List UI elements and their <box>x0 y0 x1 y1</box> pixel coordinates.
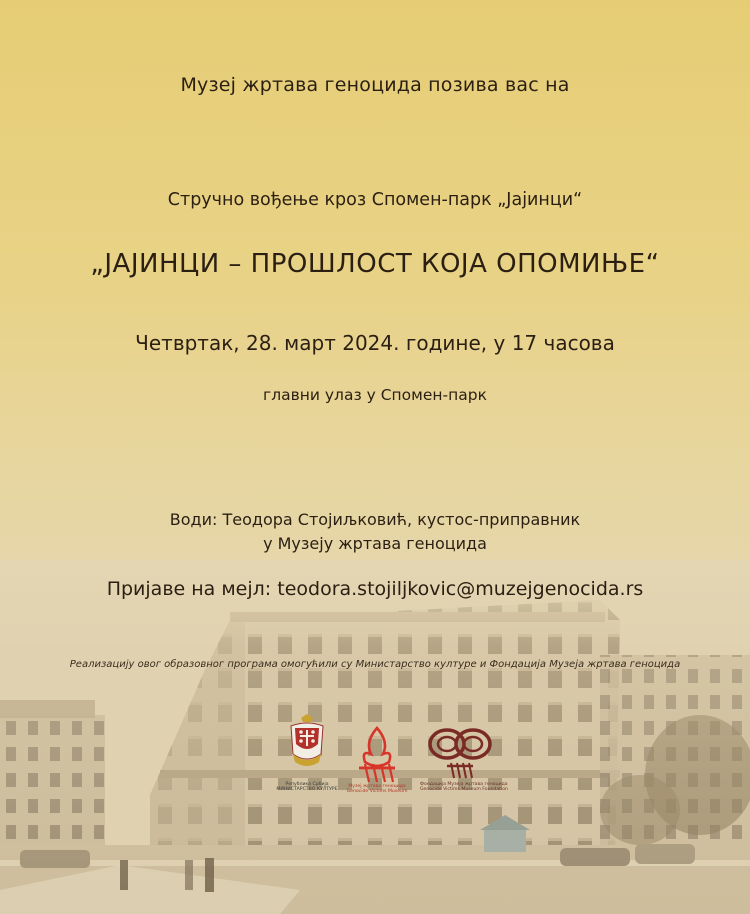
guide-line-1: Води: Теодора Стојиљковић, кустос-приправник <box>169 510 581 529</box>
genocide-victims-museum-logo <box>346 726 408 795</box>
intro-text: Музеј жртава геноцида позива вас на <box>180 74 570 96</box>
guide-line-2: у Музеју жртава геноцида <box>263 534 487 553</box>
foundation-knot-icon <box>425 726 495 782</box>
museum-caption-2: Genocide Victims Museum <box>346 789 408 795</box>
event-subtitle: Стручно вођење кроз Спомен-парк „Јајинци“ <box>167 190 583 210</box>
serbian-coat-of-arms-icon <box>287 714 327 782</box>
museum-flame-icon <box>355 726 399 784</box>
ministry-caption-1: Република Србија <box>285 782 329 787</box>
credits-text: Реализацију овог образовног програма омогућили су Министарство културе и Фондација Музеја жртава геноцида <box>69 659 681 670</box>
museum-foundation-logo <box>420 726 508 793</box>
foundation-caption-1: Фондација Музеја жртава геноцида <box>420 782 508 787</box>
event-title: „ЈАЈИНЦИ – ПРОШЛОСТ КОЈА ОПОМИЊЕ“ <box>90 249 660 279</box>
event-location: главни улаз у Спомен-парк <box>263 386 487 404</box>
ministry-caption-2: МИНИСТАРСТВО КУЛТУРЕ <box>276 787 338 793</box>
registration-email: Пријаве на мејл: teodora.stojiljkovic@muzejgenocida.rs <box>106 578 644 600</box>
ministry-of-culture-logo <box>272 714 342 793</box>
museum-caption-1: Музеј жртава геноцида <box>348 784 406 789</box>
event-datetime: Четвртак, 28. март 2024. године, у 17 часова <box>135 331 615 355</box>
foundation-caption-2: Genocide Victims Museum Foundation <box>420 787 508 793</box>
